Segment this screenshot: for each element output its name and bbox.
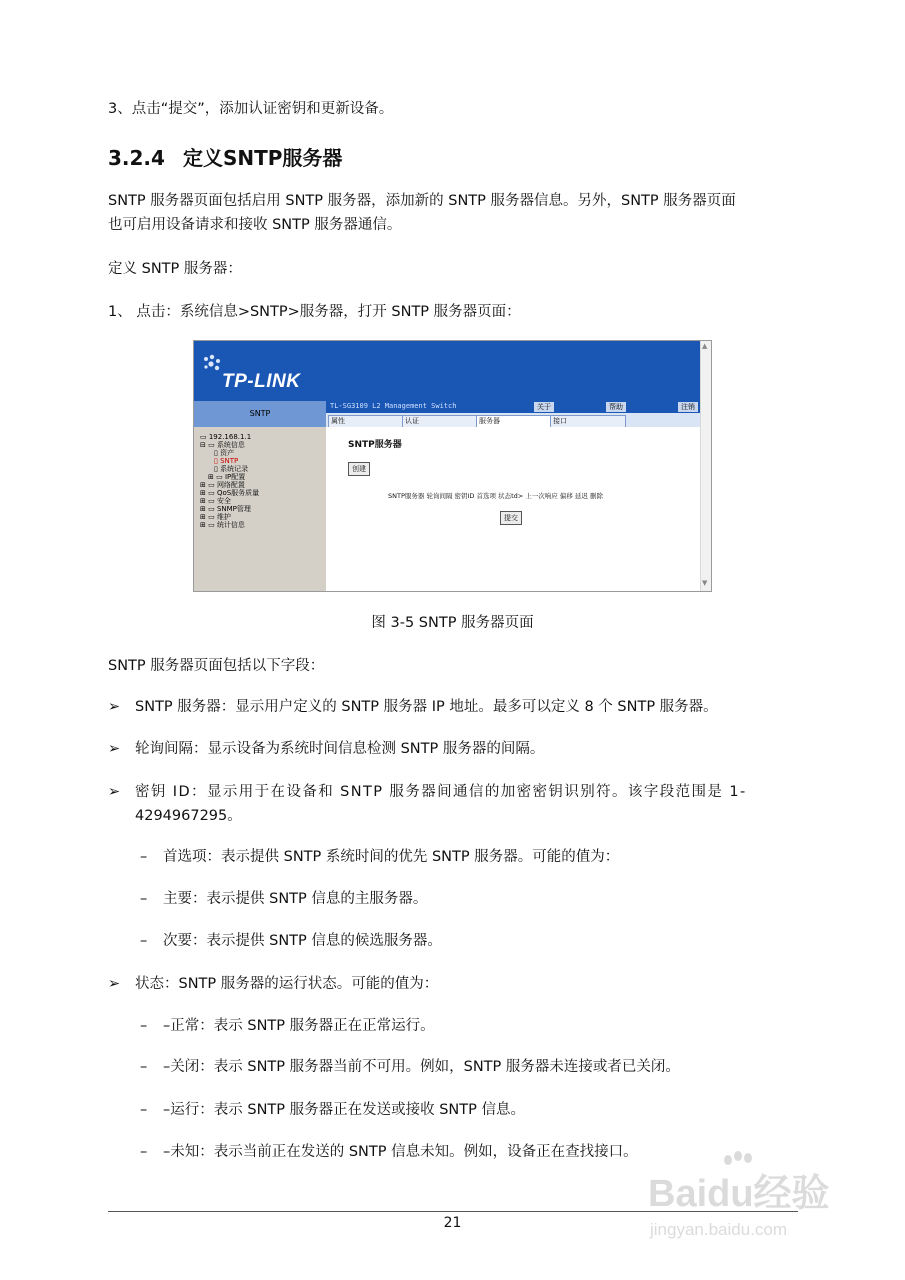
device-name: TL-SG3109 L2 Management Switch <box>330 402 457 410</box>
page-number: 21 <box>443 1215 462 1231</box>
bullet-arrow-icon: ➢ <box>108 699 121 715</box>
tree-snmp[interactable]: ⊞ ▭ SNMP管理 <box>200 505 251 513</box>
tree-root[interactable]: ▭ 192.168.1.1 <box>200 433 252 441</box>
intro-paragraph-line1: SNTP 服务器页面包括启用 SNTP 服务器，添加新的 SNTP 服务器信息。另外，SNTP 服务器页面 <box>108 193 736 209</box>
dash-item-running: – –运行：表示 SNTP 服务器正在发送或接收 SNTP 信息。 <box>140 1102 525 1118</box>
bullet-text: 轮询间隔：显示设备为系统时间信息检测 SNTP 服务器的间隔。 <box>135 741 545 757</box>
bullet-text: 状态：SNTP 服务器的运行状态。可能的值为： <box>135 976 439 992</box>
dash-item-normal: – –正常：表示 SNTP 服务器正在正常运行。 <box>140 1018 435 1034</box>
step-3-text: 3、点击“提交”，添加认证密钥和更新设备。 <box>108 101 394 117</box>
create-button[interactable]: 创建 <box>348 462 370 476</box>
tree-ip[interactable]: ⊞ ▭ IP配置 <box>208 473 246 481</box>
bullet-text: SNTP 服务器：显示用户定义的 SNTP 服务器 IP 地址。最多可以定义 8 个 SNTP 服务器。 <box>135 699 718 715</box>
help-link[interactable]: 帮助 <box>606 402 626 412</box>
define-sntp-text: 定义 SNTP 服务器： <box>108 261 242 277</box>
tree-sntp[interactable]: ▯ SNTP <box>214 457 239 465</box>
screenshot-device-bar <box>326 401 700 413</box>
screenshot-tab-bar <box>326 413 700 427</box>
scroll-down-icon[interactable]: ▼ <box>702 579 708 587</box>
tab-properties[interactable]: 属性 <box>328 415 404 428</box>
section-heading <box>108 142 342 171</box>
watermark-url: jingyan.baidu.com <box>650 1220 788 1239</box>
section-title: 定义SNTP服务器 <box>182 146 343 170</box>
bullet-arrow-icon: ➢ <box>108 784 121 800</box>
dash-item-preference: – 首选项：表示提供 SNTP 系统时间的优先 SNTP 服务器。可能的值为： <box>140 849 620 865</box>
about-link[interactable]: 关于 <box>534 402 554 412</box>
bullet-text: 密钥 ID：显示用于在设备和 SNTP 服务器间通信的加密密钥识别符。该字段范围是 1- <box>135 784 747 800</box>
scroll-up-icon[interactable]: ▲ <box>702 342 708 350</box>
dash-item-secondary: – 次要：表示提供 SNTP 信息的候选服务器。 <box>140 933 442 949</box>
screenshot-section-header: SNTP <box>194 401 326 427</box>
tree-qos[interactable]: ⊞ ▭ QoS服务质量 <box>200 489 260 497</box>
screenshot-page-title: SNTP服务器 <box>348 440 402 450</box>
screenshot-logo-area <box>194 341 326 401</box>
server-table-header: SNTP服务器 轮询间隔 密钥ID 首选项 状态td> 上一次响应 偏移 延迟 删除 <box>388 492 603 500</box>
tree-maint[interactable]: ⊞ ▭ 维护 <box>200 513 231 521</box>
tree-asset[interactable]: ▯ 资产 <box>214 449 235 457</box>
tab-server[interactable]: 服务器 <box>476 415 552 428</box>
tab-interface[interactable]: 接口 <box>550 415 626 428</box>
baidu-jingyan-watermark <box>640 1150 855 1260</box>
bullet-arrow-icon: ➢ <box>108 976 121 992</box>
figure-caption: 图 3-5 SNTP 服务器页面 <box>371 615 534 631</box>
intro-paragraph-line2: 也可启用设备请求和接收 SNTP 服务器通信。 <box>108 217 402 233</box>
tree-net[interactable]: ⊞ ▭ 网络配置 <box>200 481 245 489</box>
logout-link[interactable]: 注销 <box>678 402 698 412</box>
watermark-brand: Baidu经验 <box>648 1173 830 1215</box>
bullet-arrow-icon: ➢ <box>108 741 121 757</box>
submit-button[interactable]: 提交 <box>500 511 522 525</box>
bullet-text-continued: 4294967295。 <box>135 808 242 824</box>
tree-security[interactable]: ⊞ ▭ 安全 <box>200 497 231 505</box>
screenshot-content <box>326 427 700 591</box>
fields-intro: SNTP 服务器页面包括以下字段： <box>108 658 325 674</box>
logo-dots-icon <box>202 353 224 373</box>
screenshot-scrollbar[interactable] <box>700 341 712 591</box>
tree-syslog[interactable]: ▯ 系统记录 <box>214 465 249 473</box>
screenshot-nav-tree <box>200 433 259 529</box>
dash-item-unknown: – –未知：表示当前正在发送的 SNTP 信息未知。例如，设备正在查找接口。 <box>140 1144 638 1160</box>
step-1-text: 1、 点击：系统信息>SNTP>服务器，打开 SNTP 服务器页面： <box>108 304 521 320</box>
sntp-server-page-screenshot <box>193 340 712 592</box>
tree-stats[interactable]: ⊞ ▭ 统计信息 <box>200 521 245 529</box>
section-number: 3.2.4 <box>108 146 165 170</box>
tab-auth[interactable]: 认证 <box>402 415 478 428</box>
tp-link-logo: TP-LINK <box>222 371 301 392</box>
dash-item-primary: – 主要：表示提供 SNTP 信息的主服务器。 <box>140 891 428 907</box>
screenshot-banner <box>326 341 700 401</box>
dash-item-closed: – –关闭：表示 SNTP 服务器当前不可用。例如，SNTP 服务器未连接或者已关闭。 <box>140 1059 680 1075</box>
tree-sysinfo[interactable]: ⊟ ▭ 系统信息 <box>200 441 245 449</box>
